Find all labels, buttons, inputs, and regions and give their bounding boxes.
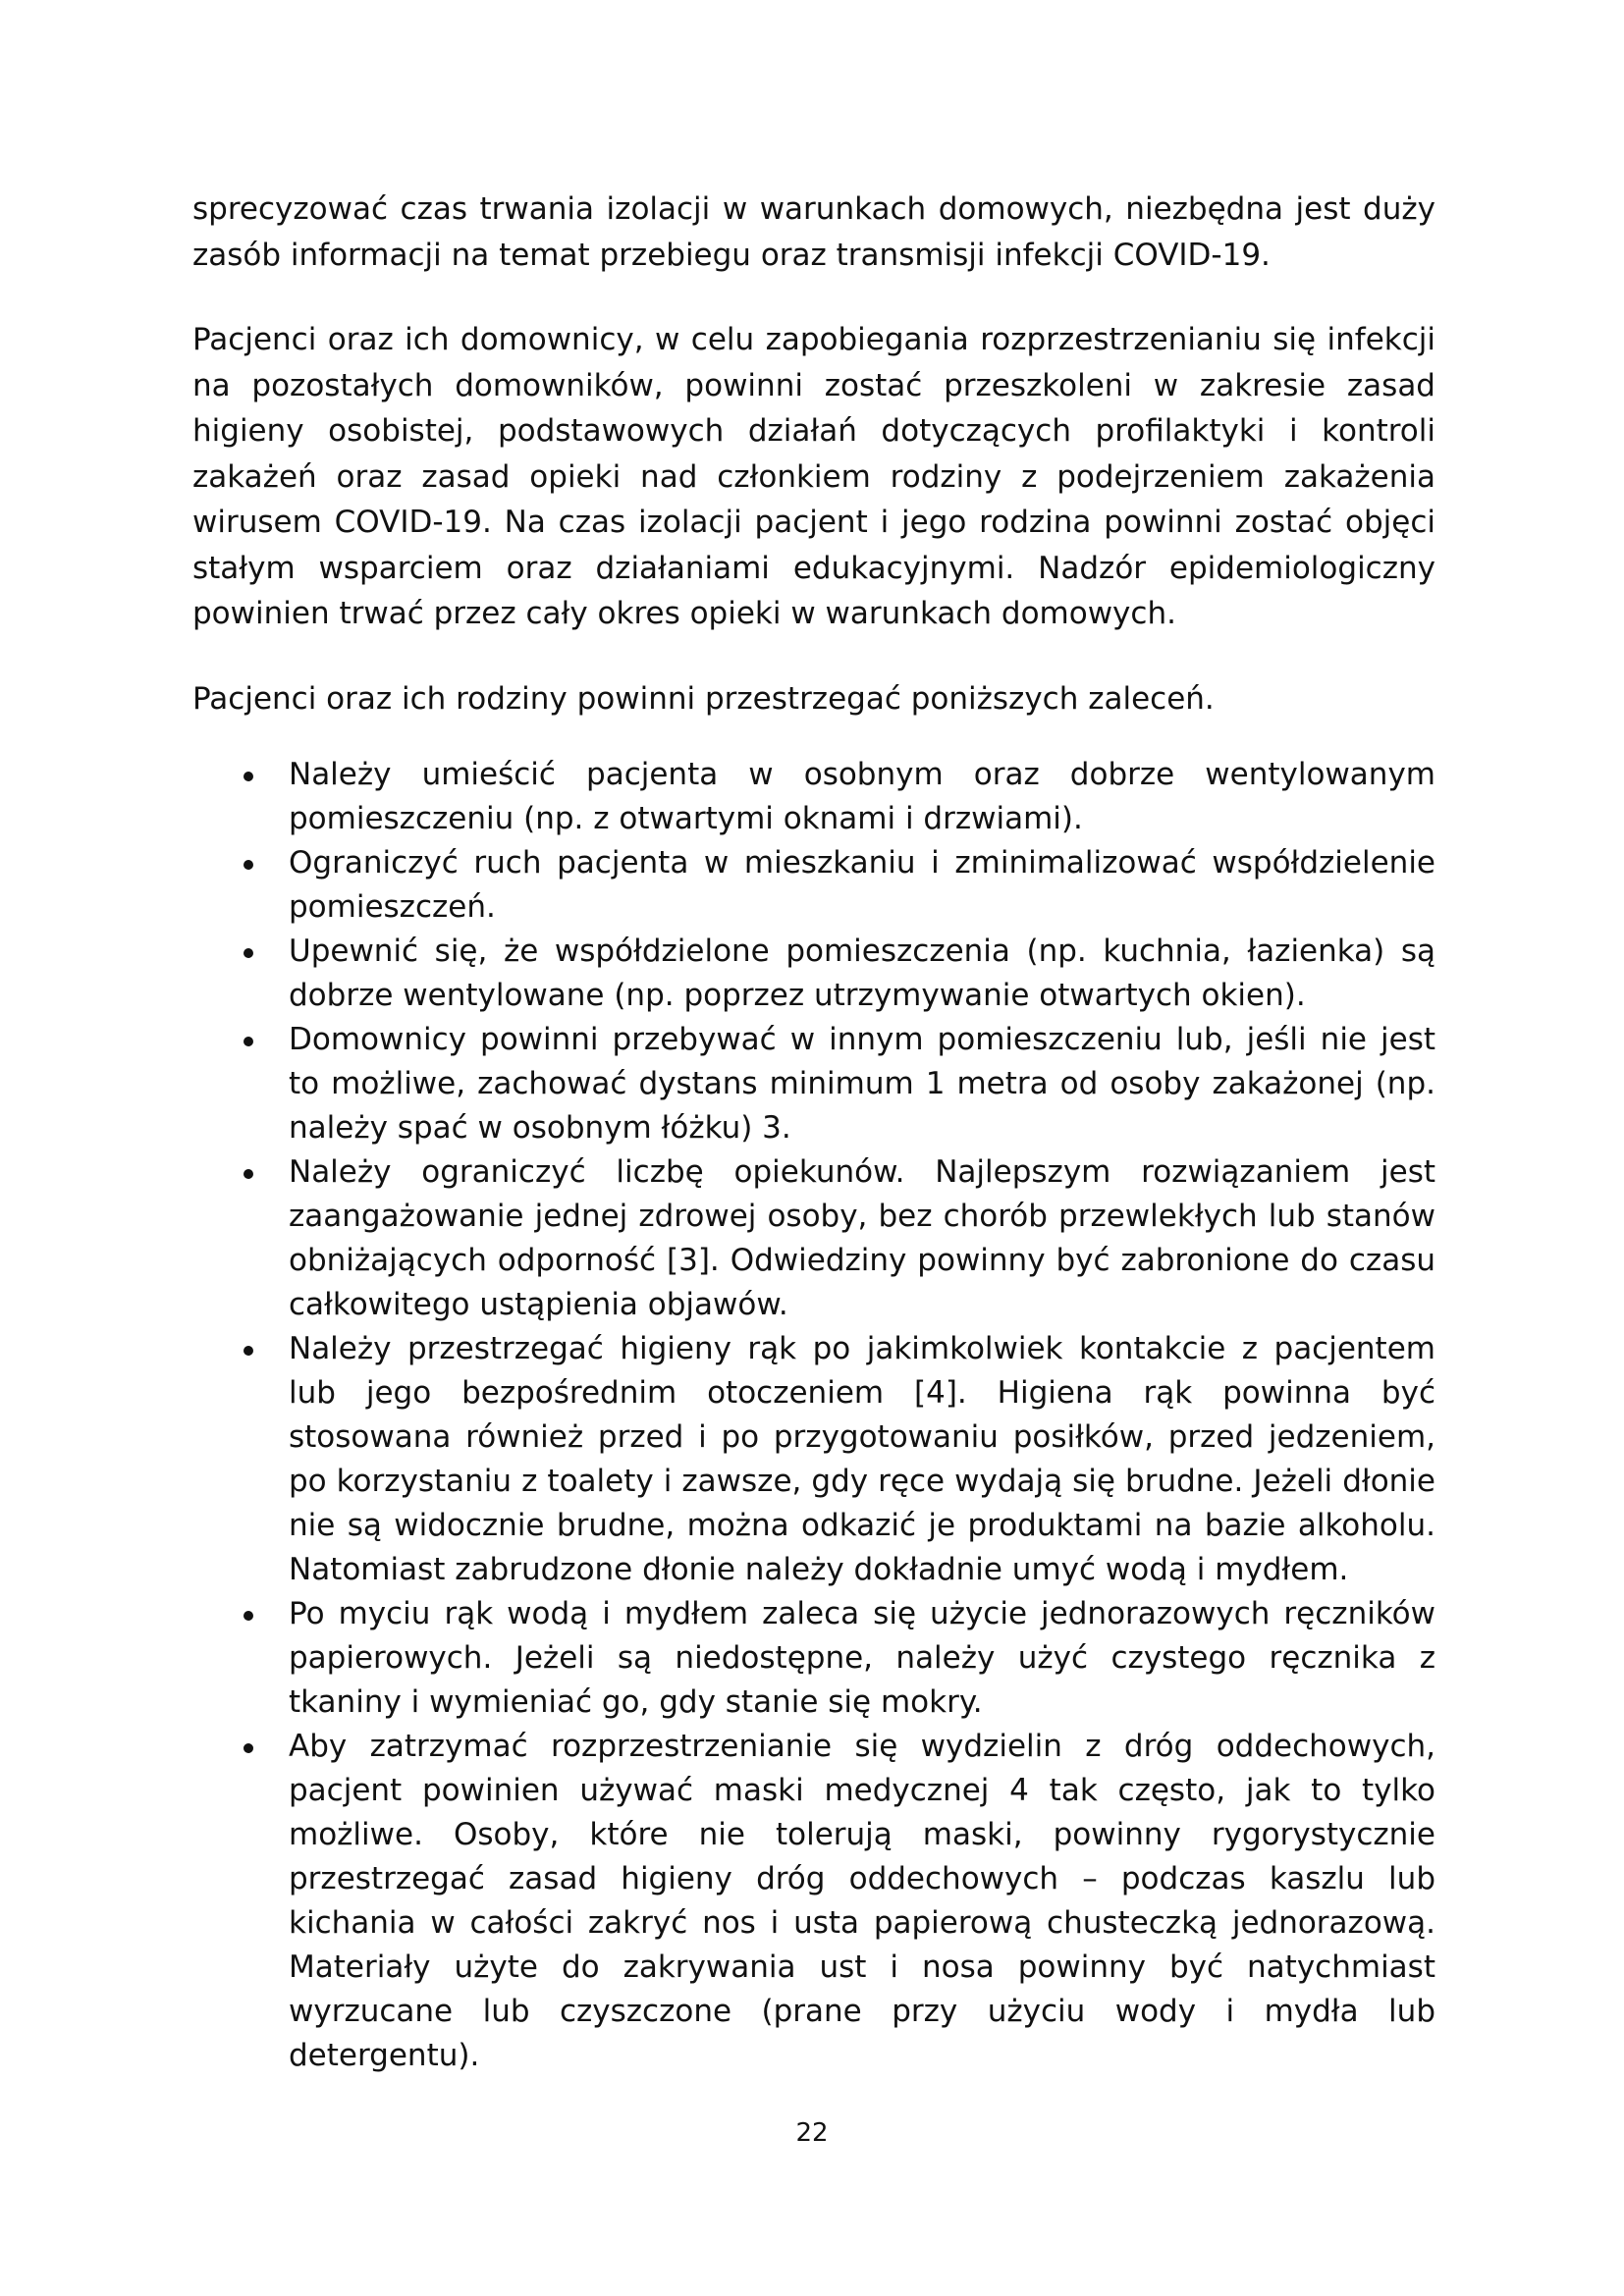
- bullet-icon: [244, 948, 253, 958]
- list-item-text: Ograniczyć ruch pacjenta w mieszkaniu i zminimalizować współdzielenie pomieszczeń.: [289, 845, 1435, 925]
- list-item-text: Domownicy powinni przebywać w innym pomieszczeniu lub, jeśli nie jest to możliwe, zachować dystans minimum 1 metra od osoby zakażonej (np. należy spać w osobnym łóżku) 3.: [289, 1022, 1435, 1146]
- page-number: 22: [795, 2118, 829, 2148]
- list-item: [192, 1150, 1435, 1327]
- list-item-text: Aby zatrzymać rozprzestrzenianie się wydzielin z dróg oddechowych, pacjent powinien używać maski medycznej 4 tak często, jak to tylko możliwe. Osoby, które nie tolerują maski, powinny rygorystycznie przestrzegać zasad higieny dróg oddechowych – podczas kaszlu lub kichania w całości zakryć nos i usta papierową chusteczką jednorazową. Materiały użyte do zakrywania ust i nosa powinny być natychmiast wyrzucane lub czyszczone (prane przy użyciu wody i mydła lub detergentu).: [289, 1729, 1435, 2073]
- list-item-text: Upewnić się, że współdzielone pomieszczenia (np. kuchnia, łazienka) są dobrze wentylowane (np. poprzez utrzymywanie otwartych okien).: [289, 934, 1435, 1013]
- list-item: [192, 1327, 1435, 1592]
- page-body: [192, 187, 1435, 2078]
- list-item: [192, 1592, 1435, 1725]
- recommendations-list: [192, 753, 1435, 2078]
- list-item: [192, 930, 1435, 1018]
- bullet-icon: [244, 1169, 253, 1179]
- list-item: [192, 1018, 1435, 1150]
- list-item-text: Należy przestrzegać higieny rąk po jakimkolwiek kontakcie z pacjentem lub jego bezpośrednim otoczeniem [4]. Higiena rąk powinna być stosowana również przed i po przygotowaniu posiłków, przed jedzeniem, po korzystaniu z toalety i zawsze, gdy ręce wydają się brudne. Jeżeli dłonie nie są widocznie brudne, można odkazić je produktami na bazie alkoholu. Natomiast zabrudzone dłonie należy dokładnie umyć wodą i mydłem.: [289, 1331, 1435, 1587]
- list-item: [192, 753, 1435, 841]
- bullet-icon: [244, 1346, 253, 1356]
- bullet-icon: [244, 1743, 253, 1753]
- list-item-text: Należy umieścić pacjenta w osobnym oraz dobrze wentylowanym pomieszczeniu (np. z otwartymi oknami i drzwiami).: [289, 757, 1435, 836]
- list-item: [192, 1725, 1435, 2078]
- bullet-icon: [244, 860, 253, 870]
- bullet-icon: [244, 1611, 253, 1621]
- list-item: [192, 841, 1435, 930]
- list-item-text: Należy ograniczyć liczbę opiekunów. Najlepszym rozwiązaniem jest zaangażowanie jednej zdrowej osoby, bez chorób przewlekłych lub stanów obniżających odporność [3]. Odwiedziny powinny być zabronione do czasu całkowitego ustąpienia objawów.: [289, 1154, 1435, 1322]
- training-paragraph: Pacjenci oraz ich domownicy, w celu zapobiegania rozprzestrzenianiu się infekcji na pozostałych domowników, powinni zostać przeszkoleni w zakresie zasad higieny osobistej, podstawowych działań dotyczących profilaktyki i kontroli zakażeń oraz zasad opieki nad członkiem rodziny z podejrzeniem zakażenia wirusem COVID-19. Na czas izolacji pacjent i jego rodzina powinni zostać objęci stałym wsparciem oraz działaniami edukacyjnymi. Nadzór epidemiologiczny powinien trwać przez cały okres opieki w warunkach domowych.: [192, 322, 1435, 631]
- list-item-text: Po myciu rąk wodą i mydłem zaleca się użycie jednorazowych ręczników papierowych. Jeżeli są niedostępne, należy użyć czystego ręcznika z tkaniny i wymieniać go, gdy stanie się mokry.: [289, 1596, 1435, 1720]
- intro-paragraph: sprecyzować czas trwania izolacji w warunkach domowych, niezbędna jest duży zasób informacji na temat przebiegu oraz transmisji infekcji COVID-19.: [192, 191, 1435, 273]
- bullet-icon: [244, 1037, 253, 1046]
- bullet-icon: [244, 772, 253, 781]
- recommendations-lead: Pacjenci oraz ich rodziny powinni przestrzegać poniższych zaleceń.: [192, 680, 1215, 717]
